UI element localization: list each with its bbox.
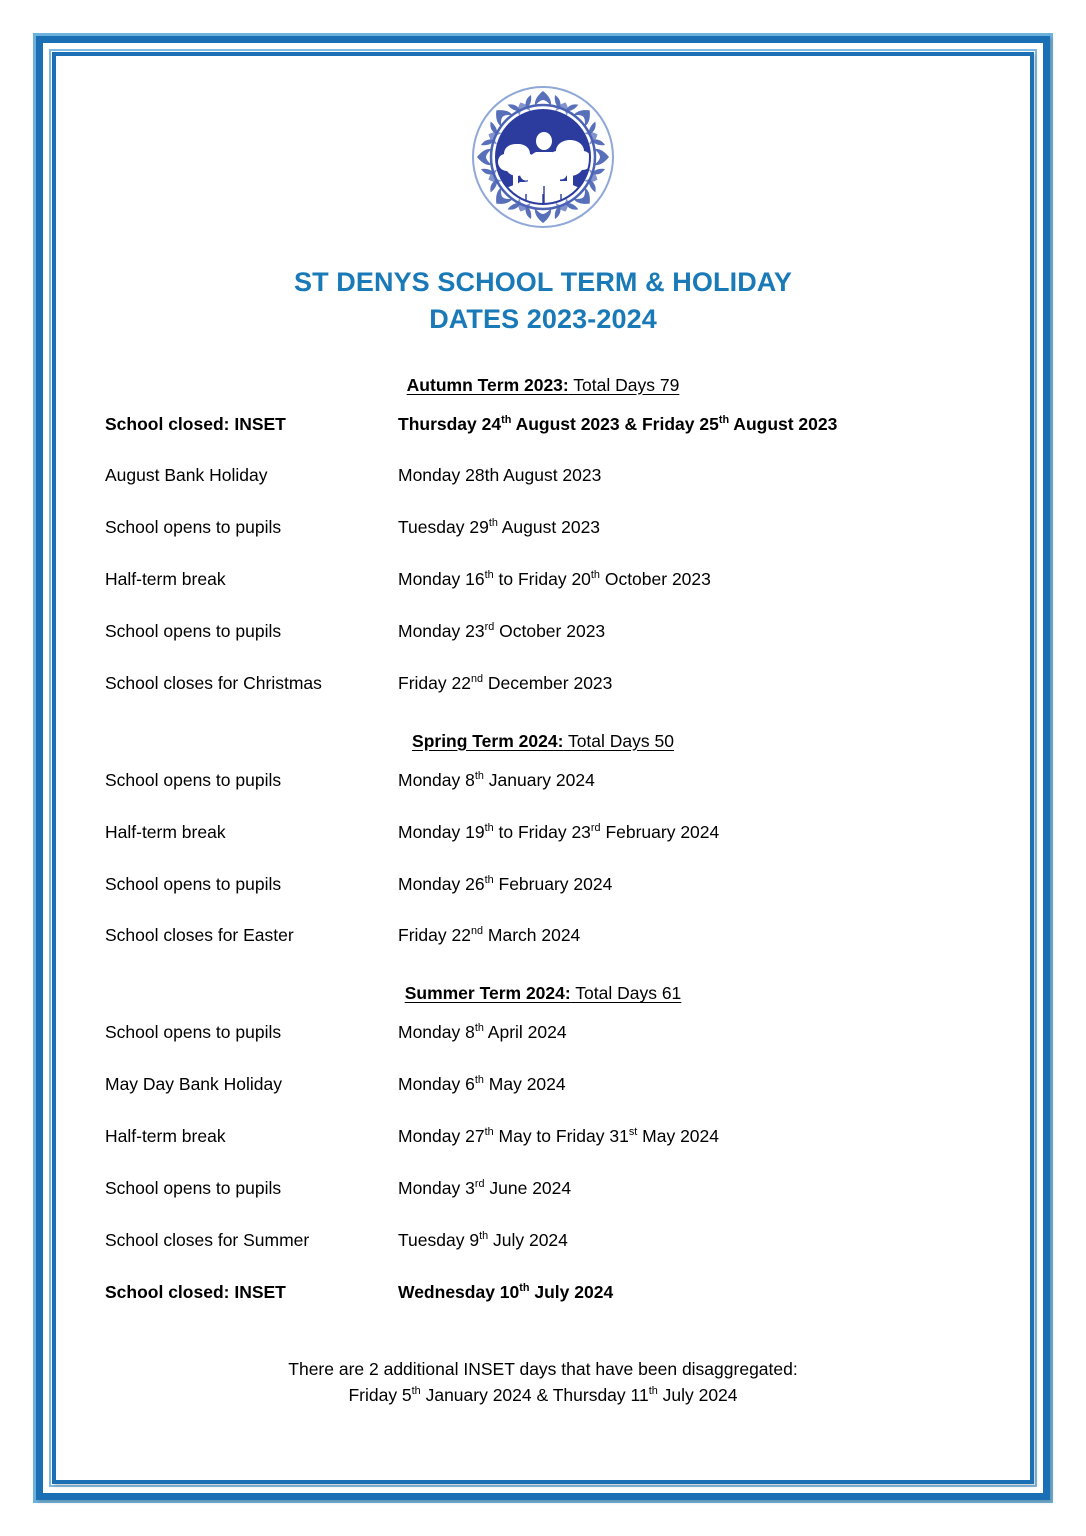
ordinal-suffix: st bbox=[628, 1126, 638, 1139]
term-total-days: Total Days 61 bbox=[570, 983, 682, 1004]
title-line-2: DATES 2023-2024 bbox=[429, 304, 657, 335]
term-event-label: School closed: INSET bbox=[105, 413, 286, 434]
page-title bbox=[60, 264, 1026, 339]
crest-container bbox=[60, 60, 1026, 232]
ordinal-suffix: nd bbox=[470, 925, 484, 938]
footnote-line-1: There are 2 additional INSET days that have been disaggregated: bbox=[288, 1358, 798, 1379]
term-event-date: Monday 16th to Friday 20th October 2023 bbox=[398, 569, 711, 590]
terms-list bbox=[60, 375, 1026, 1304]
term-event-label: School opens to pupils bbox=[105, 1177, 282, 1198]
term-heading bbox=[60, 731, 1026, 752]
term-event-label: School closes for Summer bbox=[105, 1229, 310, 1250]
term-name: Spring Term 2024: bbox=[412, 730, 564, 751]
term-heading-underline bbox=[407, 375, 680, 395]
term-date-row bbox=[60, 673, 1026, 695]
ordinal-suffix: rd bbox=[590, 821, 601, 834]
title-line-1: ST DENYS SCHOOL TERM & HOLIDAY bbox=[293, 267, 793, 297]
term-total-days: Total Days 79 bbox=[568, 374, 680, 395]
term-date-row bbox=[60, 1074, 1026, 1096]
term-date-row bbox=[60, 925, 1026, 947]
term-event-date: Friday 22nd March 2024 bbox=[398, 925, 581, 946]
ordinal-suffix: th bbox=[411, 1384, 421, 1397]
term-date-row bbox=[60, 1022, 1026, 1044]
ordinal-suffix: th bbox=[484, 1126, 494, 1139]
term-rows bbox=[60, 414, 1026, 695]
ordinal-suffix: th bbox=[474, 769, 484, 782]
ordinal-suffix: th bbox=[474, 1074, 484, 1087]
ordinal-suffix: th bbox=[648, 1384, 658, 1397]
ordinal-suffix: th bbox=[590, 569, 600, 582]
term-event-label: School closes for Christmas bbox=[105, 672, 322, 693]
term-heading bbox=[60, 375, 1026, 396]
ordinal-suffix: th bbox=[484, 821, 494, 834]
term-date-row bbox=[60, 1178, 1026, 1200]
term-event-date: Monday 6th May 2024 bbox=[398, 1074, 566, 1095]
term-event-label: May Day Bank Holiday bbox=[105, 1074, 283, 1095]
term-date-row bbox=[60, 1126, 1026, 1148]
term-date-row bbox=[60, 621, 1026, 643]
ordinal-suffix: th bbox=[501, 413, 512, 426]
term-heading bbox=[60, 983, 1026, 1004]
term-event-label: School opens to pupils bbox=[105, 769, 282, 790]
ordinal-suffix: rd bbox=[474, 1178, 485, 1191]
term-event-date: Friday 22nd December 2023 bbox=[398, 672, 613, 693]
term-event-label: School closes for Easter bbox=[105, 925, 294, 946]
term-event-date: Monday 3rd June 2024 bbox=[398, 1177, 572, 1198]
term-heading-underline bbox=[412, 731, 674, 751]
document-content bbox=[60, 60, 1026, 1476]
term-event-label: School closed: INSET bbox=[105, 1281, 286, 1302]
term-event-date: Monday 19th to Friday 23rd February 2024 bbox=[398, 821, 720, 842]
inset-footnote bbox=[60, 1356, 1026, 1409]
ordinal-suffix: th bbox=[484, 873, 494, 886]
term-event-label: Half-term break bbox=[105, 821, 226, 842]
term-date-row bbox=[60, 1282, 1026, 1304]
ordinal-suffix: th bbox=[488, 517, 498, 530]
term-event-date: Monday 8th April 2024 bbox=[398, 1022, 567, 1043]
term-date-row bbox=[60, 822, 1026, 844]
term-event-label: School opens to pupils bbox=[105, 1022, 282, 1043]
term-date-row bbox=[60, 517, 1026, 539]
term-heading-underline bbox=[405, 983, 682, 1003]
term-event-date: Thursday 24th August 2023 & Friday 25th August 2023 bbox=[398, 413, 838, 434]
term-event-label: School opens to pupils bbox=[105, 621, 282, 641]
ordinal-suffix: th bbox=[474, 1022, 484, 1035]
term-total-days: Total Days 50 bbox=[563, 730, 674, 751]
ordinal-suffix: th bbox=[519, 1281, 530, 1294]
term-event-label: Half-term break bbox=[105, 569, 226, 590]
term-rows bbox=[60, 1022, 1026, 1303]
term-event-date: Monday 23rd October 2023 bbox=[398, 621, 606, 641]
term-date-row bbox=[60, 414, 1026, 436]
term-rows bbox=[60, 770, 1026, 948]
term-date-row bbox=[60, 770, 1026, 792]
term-event-date: Monday 8th January 2024 bbox=[398, 769, 595, 790]
term-event-label: August Bank Holiday bbox=[105, 465, 268, 486]
ordinal-suffix: th bbox=[479, 1229, 489, 1242]
ordinal-suffix: th bbox=[718, 413, 730, 426]
term-event-date: Tuesday 9th July 2024 bbox=[398, 1229, 568, 1250]
term-event-label: School opens to pupils bbox=[105, 873, 282, 894]
term-event-label: School opens to pupils bbox=[105, 517, 282, 538]
ordinal-suffix: nd bbox=[470, 673, 484, 686]
ordinal-suffix: rd bbox=[484, 621, 495, 634]
term-event-date: Monday 26th February 2024 bbox=[398, 873, 613, 894]
term-name: Autumn Term 2023: bbox=[406, 374, 569, 395]
term-event-label: Half-term break bbox=[105, 1126, 226, 1146]
term-event-date: Monday 27th May to Friday 31st May 2024 bbox=[398, 1126, 719, 1146]
term-date-row bbox=[60, 569, 1026, 591]
term-date-row bbox=[60, 874, 1026, 896]
term-date-row bbox=[60, 465, 1026, 487]
footnote-line-2: Friday 5th January 2024 & Thursday 11th July 2024 bbox=[348, 1384, 738, 1405]
ordinal-suffix: th bbox=[484, 569, 494, 582]
term-event-date: Tuesday 29th August 2023 bbox=[398, 517, 601, 538]
school-crest-icon bbox=[468, 82, 618, 232]
term-event-date: Monday 28th August 2023 bbox=[398, 465, 602, 486]
term-date-row bbox=[60, 1230, 1026, 1252]
term-name: Summer Term 2024: bbox=[404, 983, 571, 1004]
term-event-date: Wednesday 10th July 2024 bbox=[398, 1281, 614, 1302]
